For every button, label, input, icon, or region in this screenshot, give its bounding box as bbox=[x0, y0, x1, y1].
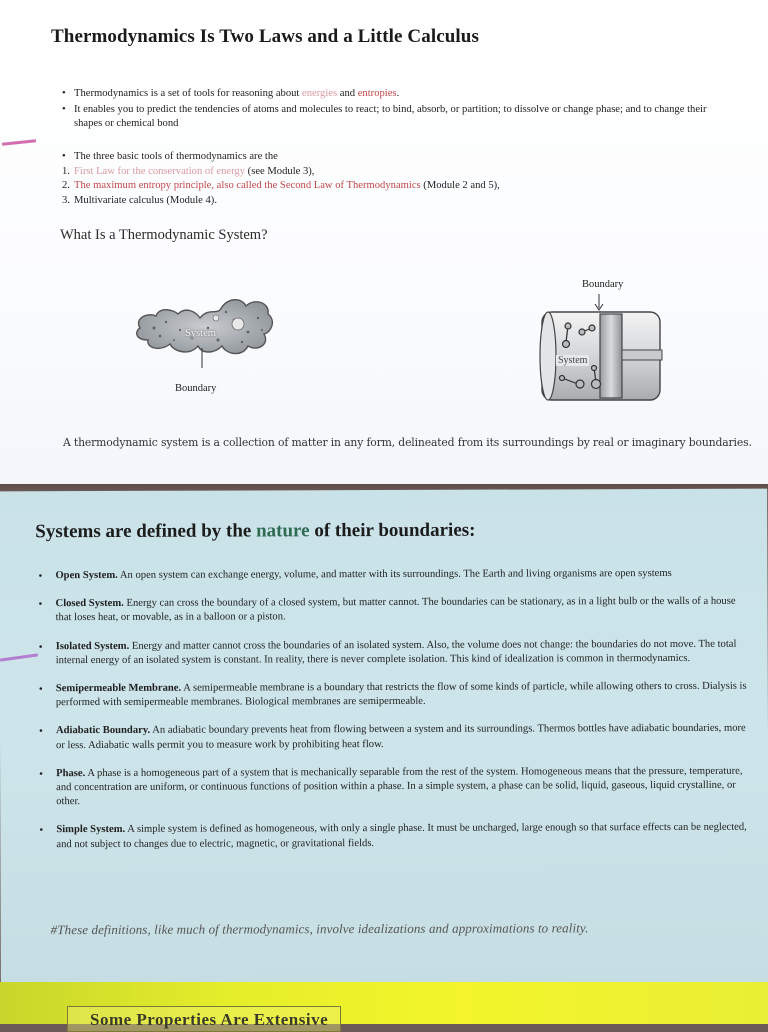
list-item-simple-system: • Simple System. A simple system is defined as homogeneous, with only a single phase. It must be uncharged, large enough so that surface effects can be neglected, and not subject to changes due to electric, magnetic, or gravitational fields. bbox=[39, 822, 747, 850]
bullet-marker: • bbox=[38, 598, 43, 611]
footnote: #These definitions, like much of thermodynamics, involve idealizations and approximations to reality. bbox=[50, 920, 589, 938]
slide-title: Thermodynamics Is Two Laws and a Little Calculus bbox=[51, 26, 479, 47]
bullet-marker: • bbox=[39, 824, 44, 837]
list-item: • The three basic tools of thermodynamics are the bbox=[62, 150, 722, 165]
title-accent-word: nature bbox=[256, 520, 310, 542]
slide-thermodynamics-intro bbox=[0, 0, 768, 484]
highlight-entropies: entropies bbox=[357, 88, 397, 99]
list-item-adiabatic-boundary: • Adiabatic Boundary. An adiabatic boundary prevents heat from flowing between a system and its surroundings. Thermos bottles have adiabatic boundaries, more or less. Adiabatic walls permit you to measure work by prohibiting heat flow. bbox=[38, 723, 746, 751]
list-item-semipermeable-membrane: • Semipermeable Membrane. A semipermeable membrane is a boundary that restricts the flow of some kinds of particle, while allowing others to cross. Dialysis is performed with semipermeable membranes. Biological membranes are semipermeable. bbox=[38, 680, 747, 709]
second-law-text: The maximum entropy principle, also called the Second Law of Thermodynamics bbox=[74, 180, 421, 191]
next-slide-title: Some Properties Are Extensive bbox=[90, 1010, 329, 1029]
system-boundary-shape bbox=[137, 300, 273, 354]
boundary-types-list bbox=[37, 567, 750, 866]
numbered-item: 2. The maximum entropy principle, also called the Second Law of Thermodynamics (Module 2 and 5), bbox=[62, 180, 500, 191]
list-item-open-system: • Open System. An open system can exchange energy, volume, and matter with its surroundings. The Earth and living organisms are open systems bbox=[38, 567, 672, 583]
list-item: • It enables you to predict the tendencies of atoms and molecules to react; to bind, absorb, or partition; to dissolve or change phase; and to change their shapes or chemical bond bbox=[62, 103, 707, 129]
list-item-phase: • Phase. A phase is a homogeneous part of a system that is mechanically separable from the rest of the system. Homogeneous means that the pressure, temperature, and concentration are uniform, or continuous functions of position within a phase. In a simple system, a phase can be solid, liquid, gaseous, liquid crystalline, or other. bbox=[39, 765, 743, 808]
slide-system-boundaries bbox=[0, 489, 768, 986]
bullet-marker: • bbox=[38, 725, 43, 738]
blob-system-label: System bbox=[185, 328, 216, 339]
piston-rod bbox=[622, 350, 662, 360]
tools-list bbox=[62, 150, 722, 208]
pink-pen-mark bbox=[2, 139, 36, 146]
bullet-marker: • bbox=[38, 570, 43, 583]
cylinder-boundary-label: Boundary bbox=[582, 279, 624, 290]
bullet-marker: • bbox=[62, 103, 66, 115]
blob-boundary-label: Boundary bbox=[175, 383, 217, 394]
list-item-closed-system: • Closed System. Energy can cross the boundary of a closed system, but matter cannot. The boundaries can be stationary, as in a light bulb or the walls of a house that loses heat, or movable, as in a balloon or a piston. bbox=[38, 595, 736, 624]
list-item-isolated-system: • Isolated System. Energy and matter cannot cross the boundaries of an isolated system. Also, the volume does not change: the boundaries do not move. The total internal energy of an isolated system is constant. In reality, there is never complete isolation. This kind of idealization is common in thermodynamics. bbox=[38, 638, 737, 666]
numbered-item: 1. First Law for the conservation of energy (see Module 3), bbox=[62, 165, 315, 177]
section-subtitle: What Is a Thermodynamic System? bbox=[60, 227, 268, 243]
bullet-marker: • bbox=[62, 151, 66, 162]
cylinder-system-label: System bbox=[558, 355, 588, 366]
list-item: • Thermodynamics is a set of tools for reasoning about energies and entropies. bbox=[62, 87, 732, 102]
bullet-marker: • bbox=[62, 88, 66, 99]
bullet-marker: • bbox=[38, 640, 43, 653]
intro-bullet-list bbox=[62, 87, 732, 132]
diagram-caption: A thermodynamic system is a collection of matter in any form, delineated from its surroundings by real or imaginary boundaries. bbox=[63, 436, 752, 449]
piston-head bbox=[600, 314, 622, 398]
highlight-energies: energies bbox=[302, 88, 338, 99]
first-law-text: First Law for the conservation of energy bbox=[74, 165, 246, 177]
slide-title: Systems are defined by the nature of their boundaries: bbox=[35, 519, 476, 543]
numbered-item: 3. Multivariate calculus (Module 4). bbox=[62, 194, 217, 206]
piston-cylinder-diagram bbox=[536, 292, 666, 406]
bullet-marker: • bbox=[39, 768, 44, 781]
bullet-marker: • bbox=[38, 683, 43, 696]
